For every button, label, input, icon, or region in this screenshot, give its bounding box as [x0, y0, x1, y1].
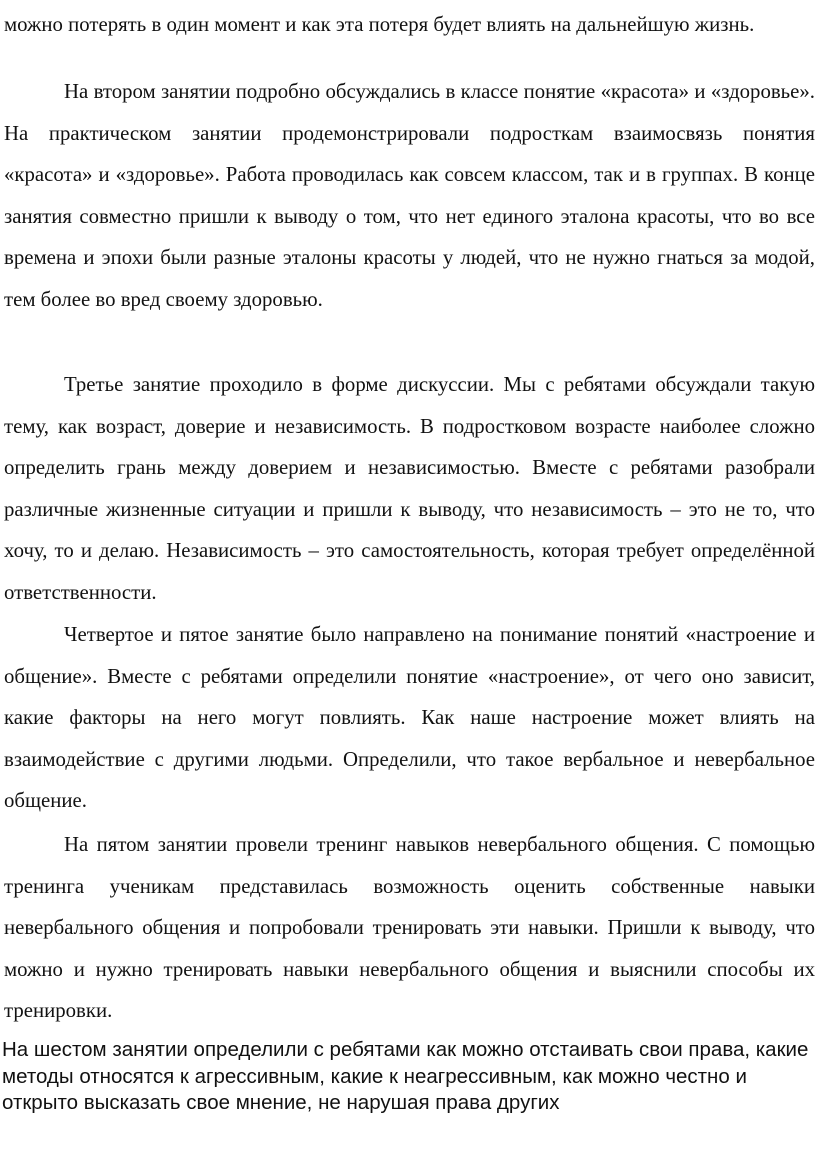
paragraph-fifth-lesson: На пятом занятии провели тренинг навыков невербального общения. С помощью тренинга ученикам представилась возможность оценить собственные навыки невербального общения и попробовали тренировать эти навыки. Пришли к выводу, что можно и нужно тренировать навыки невербального общения и выяснили способы их тренировки. [4, 833, 815, 1023]
paragraph-third-lesson: Третье занятие проходило в форме дискуссии. Мы с ребятами обсуждали такую тему, как возраст, доверие и независимость. В подростковом возрасте наиболее сложно определить грань между доверием и независимостью. Вместе с ребятами разобрали различные жизненные ситуации и пришли к выводу, что независимость – это не то, что хочу, то и делаю. Независимость – это самостоятельность, которая требует определённой ответственности. [4, 373, 815, 604]
paragraph-sixth-lesson: На шестом занятии определили с ребятами как можно отстаивать свои права, какие методы относятся к агрессивным, какие к неагрессивным, как можно честно и открыто высказать свое мнение, не нарушая права других [2, 1038, 809, 1114]
paragraph-second-lesson: На втором занятии подробно обсуждались в классе понятие «красота» и «здоровье». На практическом занятии продемонстрировали подросткам взаимосвязь понятия «красота» и «здоровье». Работа проводилась как совсем классом, так и в группах. В конце занятия совместно пришли к выводу о том, что нет единого эталона красоты, что во все времена и эпохи были разные эталоны красоты у людей, что не нужно гнаться за модой, тем более во вред своему здоровью. [4, 80, 815, 311]
paragraph-continuation: можно потерять в один момент и как эта потеря будет влиять на дальнейшую жизнь. [4, 13, 755, 36]
paragraph-fourth-fifth-lesson: Четвертое и пятое занятие было направлено на понимание понятий «настроение и общение». Вместе с ребятами определили понятие «настроение», от чего оно зависит, какие факторы на него могут повлиять. Как наше настроение может влиять на взаимодействие с другими людьми. Определили, что такое вербальное и невербальное общение. [4, 623, 815, 813]
